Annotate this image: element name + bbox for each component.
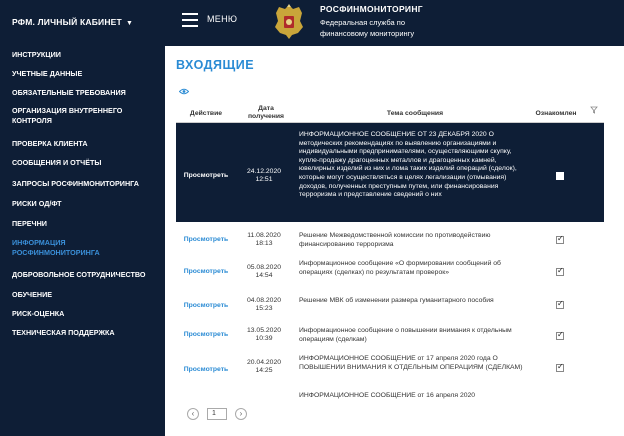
row-subject: ИНФОРМАЦИОННОЕ СООБЩЕНИЕ от 17 апреля 2020 года О ПОВЫШЕНИИ ВНИМАНИЯ К ОТДЕЛЬНЫМ ОПЕРАЦИЯМ (СДЕЛКАМ) [299, 355, 523, 371]
col-header-date-line1: Дата [258, 105, 274, 112]
read-checkbox[interactable] [556, 268, 564, 276]
sidebar-item-risks[interactable]: РИСКИ ОД/ФТ [12, 199, 62, 208]
sidebar-item-risk-assessment[interactable]: РИСК-ОЦЕНКА [12, 309, 65, 318]
read-checkbox[interactable] [556, 236, 564, 244]
row-date-day: 13.05.2020 [246, 327, 282, 334]
col-header-date-line2: получения [247, 113, 285, 120]
next-page-button[interactable]: › [235, 408, 247, 420]
read-checkbox[interactable] [556, 301, 564, 309]
sidebar-item-lists[interactable]: ПЕРЕЧНИ [12, 219, 47, 228]
row-date-time: 14:54 [255, 272, 273, 279]
sidebar [0, 46, 165, 436]
col-header-read: Ознакомлен [535, 110, 577, 117]
org-subtitle-line1: Федеральная служба по [320, 18, 406, 27]
sidebar-item-requirements[interactable]: ОБЯЗАТЕЛЬНЫЕ ТРЕБОВАНИЯ [12, 88, 126, 97]
row-date-time: 15:23 [255, 305, 273, 312]
read-checkbox[interactable] [556, 172, 564, 180]
coat-of-arms-emblem [272, 3, 306, 41]
row-subject: ИНФОРМАЦИОННОЕ СООБЩЕНИЕ ОТ 23 ДЕКАБРЯ 2020 О методических рекомендациях по выявлению организациями и индивидуальными предпринимателями, осуществляющими скупку, купле-продажу драгоценных металлов и драгоценных камней, ювелирных изделий из них и лома таких изделий операций (сделок), которые могут осуществляться в целях легализации (отмывания) доходов, полученных преступным путем, или финансирования терроризма и представление сведений о них [299, 131, 517, 199]
view-link[interactable]: Просмотреть [183, 268, 229, 275]
caret-down-icon: ▼ [125, 20, 134, 27]
row-date [243, 327, 285, 343]
sidebar-item-training[interactable]: ОБУЧЕНИЕ [12, 290, 53, 299]
row-subject: Информационное сообщение «О формировании сообщений об операциях (сделках) по результатам проверок» [299, 260, 501, 276]
row-date-time: 18:13 [255, 240, 273, 247]
row-date-time: 12:51 [255, 176, 273, 183]
view-icon[interactable] [179, 88, 189, 95]
col-header-action: Действие [189, 110, 223, 117]
hamburger-menu-icon[interactable] [182, 13, 198, 27]
main-content [165, 46, 624, 436]
row-subject: Решение Межведомственной комиссии по противодействию финансированию терроризма [299, 232, 491, 248]
view-link[interactable]: Просмотреть [183, 366, 229, 373]
read-checkbox[interactable] [556, 332, 564, 340]
top-bar [0, 0, 624, 46]
row-date [243, 297, 285, 313]
sidebar-item-instructions[interactable]: ИНСТРУКЦИИ [12, 50, 61, 59]
row-date [243, 359, 285, 375]
sidebar-item-information[interactable]: ИНФОРМАЦИЯ РОСФИНМОНИТОРИНГА [12, 238, 100, 257]
sidebar-item-requests[interactable]: ЗАПРОСЫ РОСФИНМОНИТОРИНГА [12, 179, 139, 188]
sidebar-item-messages-reports[interactable]: СООБЩЕНИЯ И ОТЧЁТЫ [12, 158, 102, 167]
view-link[interactable]: Просмотреть [183, 302, 229, 309]
page-number-input[interactable]: 1 [207, 408, 227, 420]
read-checkbox[interactable] [556, 364, 564, 372]
row-date-day: 20.04.2020 [246, 359, 282, 366]
sidebar-item-account-data[interactable]: УЧЕТНЫЕ ДАННЫЕ [12, 69, 83, 78]
org-subtitle-line2: финансовому мониторингу [320, 29, 415, 38]
sidebar-item-cooperation[interactable]: ДОБРОВОЛЬНОЕ СОТРУДНИЧЕСТВО [12, 270, 146, 279]
col-header-subject: Тема сообщения [386, 110, 444, 117]
filter-icon[interactable] [590, 106, 598, 114]
row-date-day: 04.08.2020 [246, 297, 282, 304]
row-date-day: 11.08.2020 [247, 232, 281, 239]
row-subject: Информационное сообщение о повышении внимания к отдельным операциям (сделкам) [299, 327, 512, 343]
sidebar-item-support[interactable]: ТЕХНИЧЕСКАЯ ПОДДЕРЖКА [12, 328, 115, 337]
row-date-day: 05.08.2020 [246, 264, 282, 271]
row-date-day: 24.12.2020 [246, 168, 282, 175]
view-link[interactable]: Просмотреть [183, 331, 229, 338]
sidebar-item-client-check[interactable]: ПРОВЕРКА КЛИЕНТА [12, 139, 88, 148]
col-header-date [242, 105, 290, 121]
row-subject: Решение МВК об изменении размера гуманитарного пособия [299, 297, 494, 304]
org-name: РОСФИНМОНИТОРИНГ [320, 4, 423, 14]
row-date-time: 14:25 [255, 367, 273, 374]
row-date [243, 264, 285, 280]
row-date-time: 10:39 [255, 335, 273, 342]
row-date [243, 168, 285, 184]
view-link[interactable]: Просмотреть [183, 236, 229, 243]
cabinet-menu-toggle[interactable] [12, 17, 133, 27]
cabinet-title: РФМ. ЛИЧНЫЙ КАБИНЕТ [12, 17, 122, 27]
row-date [243, 232, 285, 248]
page-title: ВХОДЯЩИЕ [176, 58, 255, 72]
view-link[interactable]: Просмотреть [183, 172, 229, 179]
menu-label[interactable]: МЕНЮ [207, 14, 238, 24]
prev-page-button[interactable]: ‹ [187, 408, 199, 420]
sidebar-item-internal-control[interactable]: ОРГАНИЗАЦИЯ ВНУТРЕННЕГО КОНТРОЛЯ [12, 106, 123, 125]
row-subject: ИНФОРМАЦИОННОЕ СООБЩЕНИЕ от 16 апреля 2020 [299, 392, 476, 399]
